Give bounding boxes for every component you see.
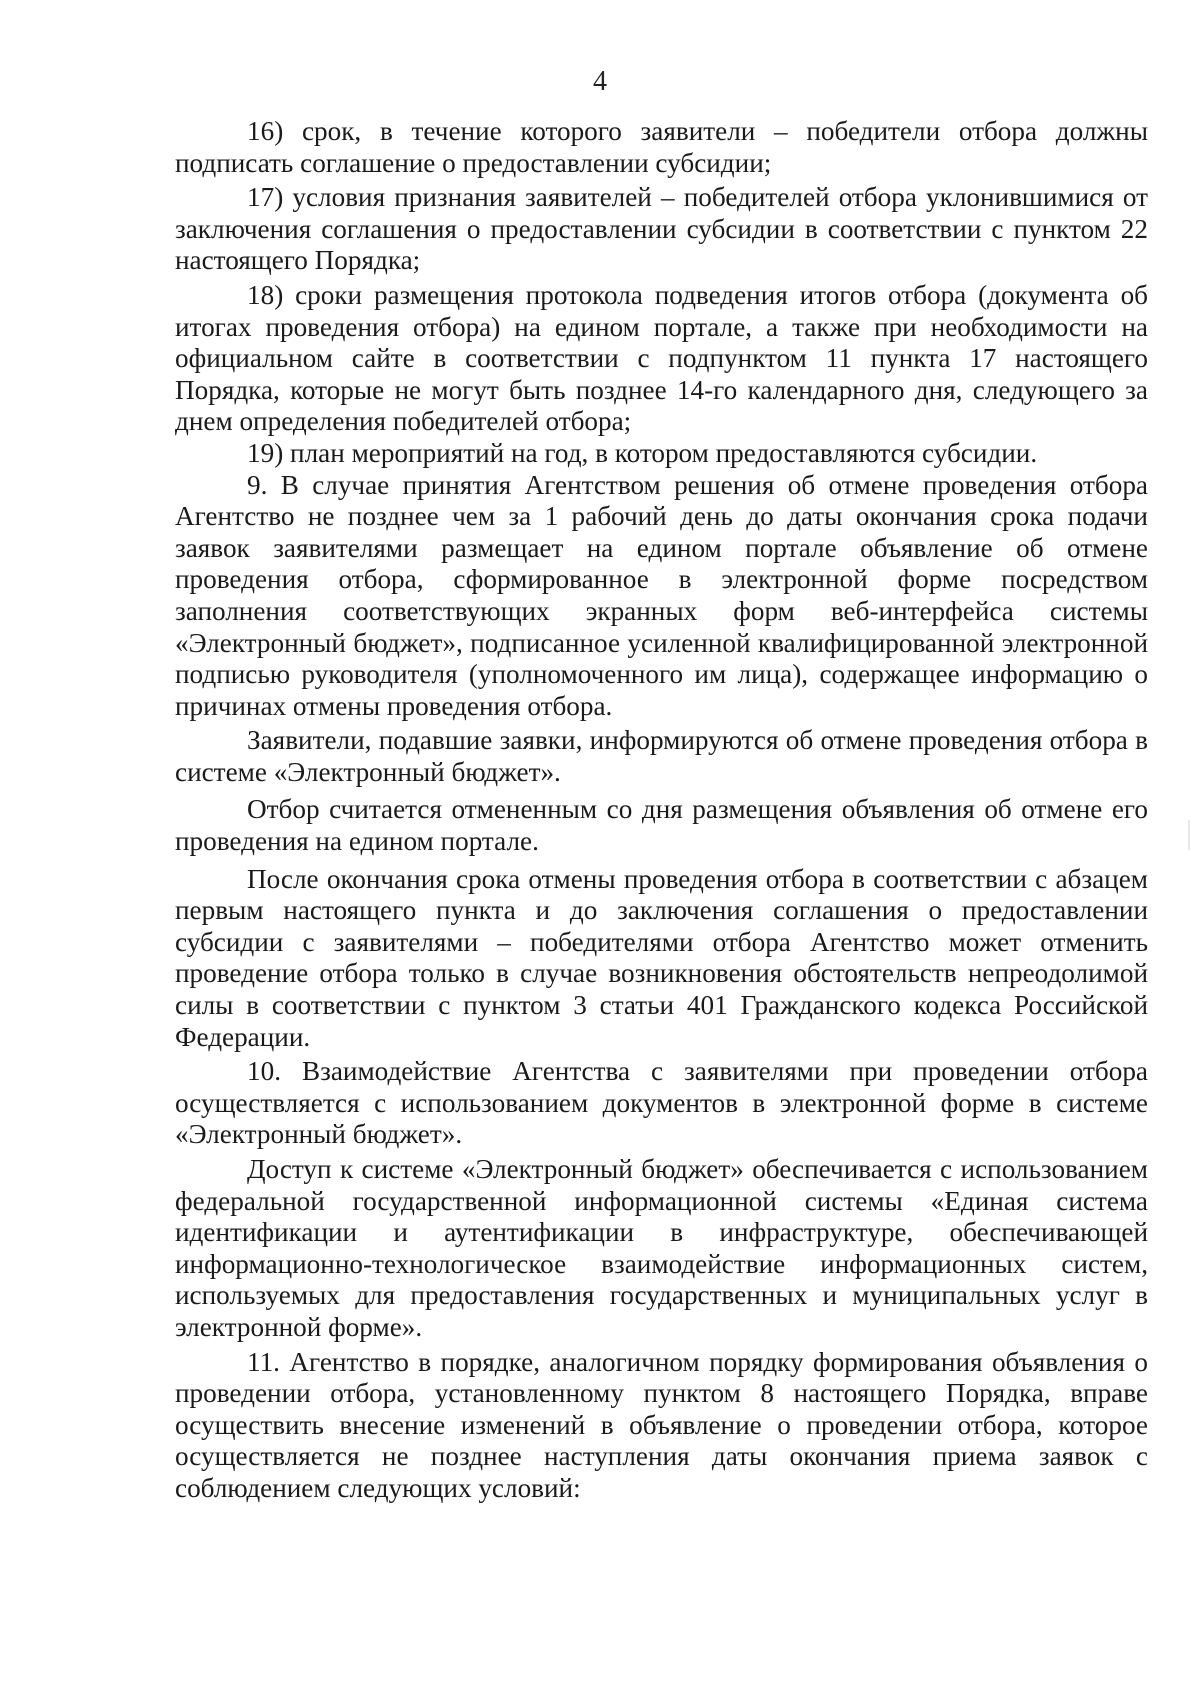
page-number: 4 bbox=[593, 66, 607, 97]
paragraph-item-17: 17) условия признания заявителей – победителей отбора уклонившимися от заключения соглашения о предоставлении субсидии в соответствии с пунктом 22 настоящего Порядка; bbox=[175, 182, 1148, 276]
paragraph-item-18: 18) сроки размещения протокола подведения итогов отбора (документа об итогах проведения отбора) на едином портале, а также при необходимости на официальном сайте в соответствии с подпунктом 11 пункта 17 настоящего Порядка, которые не могут быть позднее 14-го календарного дня, следующего за днем определения победителей отбора; bbox=[175, 279, 1148, 437]
paragraph-section-9-applicants: Заявители, подавшие заявки, информируются об отмене проведения отбора в системе «Электронный бюджет». bbox=[175, 725, 1148, 787]
document-body bbox=[175, 116, 1148, 1505]
paragraph-section-11: 11. Агентство в порядке, аналогичном порядку формирования объявления о проведении отбора, установленному пунктом 8 настоящего Порядка, вправе осуществить внесение изменений в объявление о проведении отбора, которое осуществляется не позднее наступления даты окончания приема заявок с соблюдением следующих условий: bbox=[175, 1346, 1148, 1503]
paragraph-section-9: 9. В случае принятия Агентством решения об отмене проведения отбора Агентство не позднее чем за 1 рабочий день до даты окончания срока подачи заявок заявителями размещает на едином портале объявление об отмене проведения отбора, сформированное в электронной форме посредством заполнения соответствующих экранных форм веб-интерфейса системы «Электронный бюджет», подписанное усиленной квалифицированной электронной подписью руководителя (уполномоченного им лица), содержащее информацию о причинах отмены проведения отбора. bbox=[175, 469, 1148, 721]
paragraph-section-9-force-majeure: После окончания срока отмены проведения отбора в соответствии с абзацем первым настоящего пункта и до заключения соглашения о предоставлении субсидии с заявителями – победителями отбора Агентство может отменить проведение отбора только в случае возникновения обстоятельств непреодолимой силы в соответствии с пунктом 3 статьи 401 Гражданского кодекса Российской Федерации. bbox=[175, 863, 1148, 1052]
paragraph-item-19: 19) план мероприятий на год, в котором предоставляются субсидии. bbox=[247, 437, 1038, 468]
paragraph-section-10-access: Доступ к системе «Электронный бюджет» обеспечивается с использованием федеральной государственной информационной системы «Единая система идентификации и аутентификации в инфраструктуре, обеспечивающей информационно-технологическое взаимодействие информационных систем, используемых для предоставления государственных и муниципальных услуг в электронной форме». bbox=[175, 1154, 1148, 1342]
paragraph-section-9-cancelled: Отбор считается отмененным со дня размещения объявления об отмене его проведения на едином портале. bbox=[175, 794, 1148, 857]
scan-artifact bbox=[1188, 820, 1190, 850]
paragraph-section-10: 10. Взаимодействие Агентства с заявителями при проведении отбора осуществляется с использованием документов в электронной форме в системе «Электронный бюджет». bbox=[175, 1056, 1148, 1150]
paragraph-item-16: 16) срок, в течение которого заявители – победители отбора должны подписать соглашение о предоставлении субсидии; bbox=[175, 116, 1148, 178]
